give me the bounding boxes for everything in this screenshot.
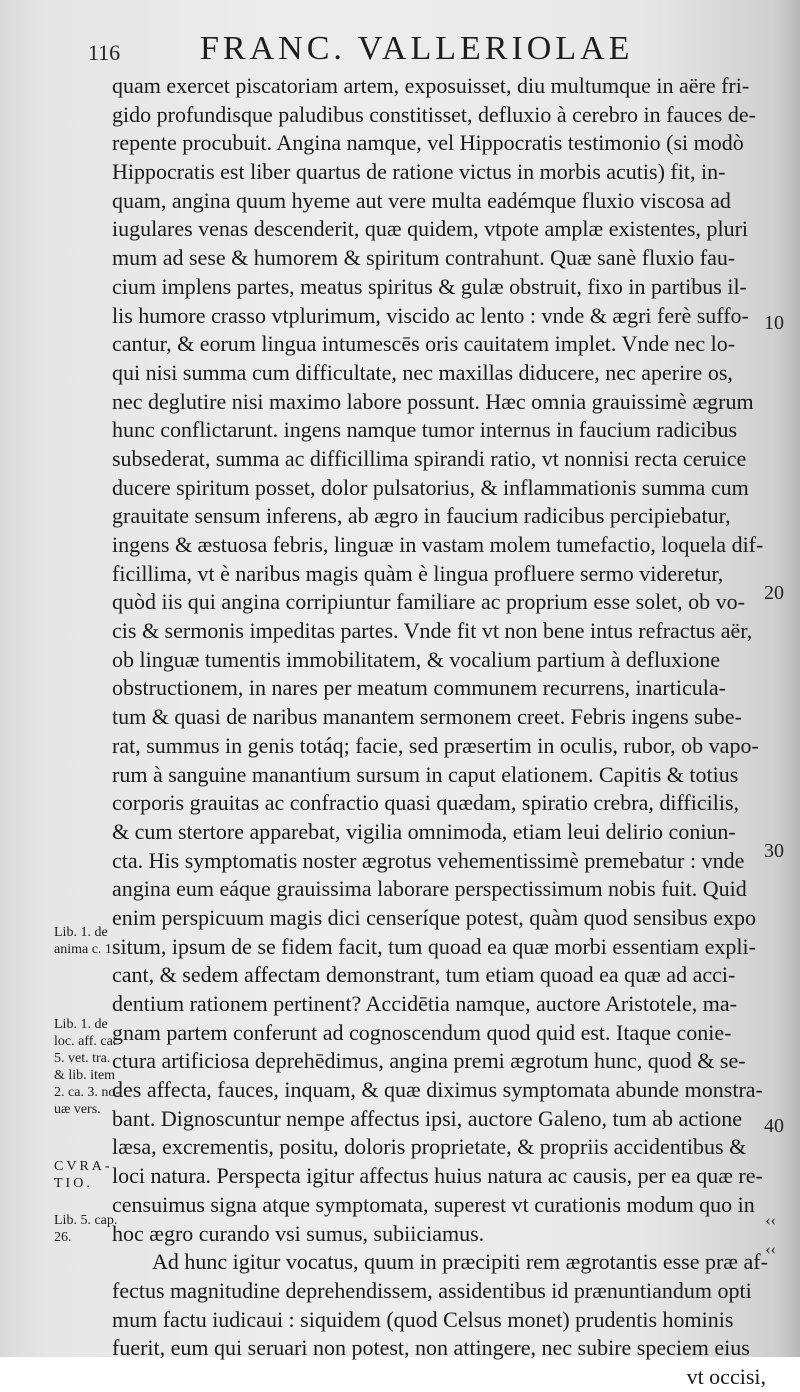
- text-line: censuimus signa atque symptomata, superest vt curationis modum quo in: [112, 1191, 755, 1217]
- text-line: obstructionem, in nares per meatum communem recurrens, inarticula-: [112, 675, 726, 701]
- text-line: cant, & sedem affectam demonstrant, tum etiam quoad ea quæ ad acci-: [112, 962, 736, 988]
- running-head: FRANC. VALLERIOLAE: [200, 30, 634, 67]
- text-line: ob linguæ tumentis immobilitatem, & vocalium partium à defluxione: [112, 646, 720, 672]
- text-line: corporis grauitas ac confractio quasi quædam, spiratio crebra, difficilis,: [112, 790, 739, 816]
- text-line: quam exercet piscatoriam artem, exposuisset, diu multumque in aëre fri-: [112, 73, 750, 98]
- text-line: dentium rationem pertinent? Accidētia namque, auctore Aristotele, ma-: [112, 991, 737, 1016]
- text-line: fectus magnitudine deprehendissem, assidentibus id prænuntiandum opti: [112, 1277, 752, 1303]
- page-number: 116: [88, 40, 121, 65]
- main-text: [112, 72, 766, 1392]
- text-line: cantur, & eorum lingua intumescēs oris cauitatem implet. Vnde nec lo-: [112, 331, 736, 357]
- text-line: & cum stertore apparebat, vigilia omnimoda, etiam leui delirio coniun-: [112, 818, 736, 844]
- line-number: 40: [764, 1115, 784, 1137]
- text-line: quòd iis qui angina corripiuntur familiare ac proprium esse solet, ob vo-: [112, 589, 745, 615]
- marginal-note: Lib. 1. de anima c. 1.: [54, 925, 116, 957]
- text-line: angina eum eáque grauissima laborare perspectissimum nobis fuit. Quid: [112, 876, 747, 902]
- text-line: vt occisi,: [686, 1363, 766, 1389]
- quote-mark: ‹‹: [765, 1212, 776, 1229]
- line-number: 10: [764, 312, 784, 334]
- text-line: gido profundisque paludibus constitisset, defluxio à cerebro in fauces de-: [112, 101, 756, 127]
- text-line: Hippocratis est liber quartus de ratione victus in morbis acutis) fit, in-: [112, 159, 726, 185]
- text-line: enim perspicuum magis dici censeríque potest, quàm quod sensibus expo: [112, 904, 756, 930]
- text-line: rat, summus in genis totáq; facie, sed præsertim in oculis, rubor, ob vapo-: [112, 732, 759, 758]
- text-line: hunc conflictarunt. ingens namque tumor internus in faucium radicibus: [112, 417, 738, 443]
- text-line: ficillima, vt è naribus magis quàm è lingua profluere sermo videretur,: [112, 560, 724, 586]
- text-line: ducere spiritum posset, dolor pulsatorius, & inflammationis summa cum: [112, 474, 749, 500]
- text-line: iugulares venas descenderit, quæ quidem, vtpote amplæ existentes, pluri: [112, 216, 749, 242]
- line-number: 20: [764, 582, 784, 604]
- text-line: repente procubuit. Angina namque, vel Hippocratis testimonio (si modò: [112, 130, 744, 156]
- text-line: situm, ipsum de se fidem facit, tum quoad ea quæ morbi essentiam expli-: [112, 933, 756, 959]
- text-line: Ad hunc igitur vocatus, quum in præcipiti rem ægrotantis esse præ af-: [152, 1249, 768, 1275]
- text-line: cium implens partes, meatus spiritus & gulæ obstruit, fixo in partibus il-: [112, 273, 747, 299]
- text-line: loci natura. Perspecta igitur affectus huius natura ac causis, per ea quæ re-: [112, 1163, 763, 1189]
- text-line: bant. Dignoscuntur nempe affectus ipsi, auctore Galeno, tum ab actione: [112, 1105, 743, 1131]
- text-line: læsa, excrementis, positu, doloris proprietate, & propriis accidentibus &: [112, 1134, 747, 1160]
- text-line: nec deglutire nisi maximo labore possunt. Hæc omnia grauissimè ægrum: [112, 388, 754, 414]
- quote-mark: ‹‹: [765, 1241, 776, 1258]
- text-line: quam, angina quum hyeme aut vere multa eadémque fluxio viscosa ad: [112, 187, 731, 213]
- text-line: mum ad sese & humorem & spiritum contrahunt. Quæ sanè fluxio fau-: [112, 245, 736, 271]
- marginal-note: Lib. 5. cap. 26.: [54, 1213, 118, 1245]
- text-line: ctura artificiosa deprehēdimus, angina premi ægrotum hunc, quod & se-: [112, 1048, 746, 1074]
- text-line: ingens & æstuosa febris, linguæ in vastam molem tumefactio, loquela dif-: [112, 532, 764, 557]
- text-line: gnam partem conferunt ad cognoscendum quod quid est. Itaque conie-: [112, 1019, 732, 1045]
- text-line: cis & sermonis impeditas partes. Vnde fit vt non bene intus refractus aër,: [112, 618, 753, 644]
- text-line: grauitate sensum inferens, ab ægro in faucium radicibus percipiebatur,: [112, 503, 731, 529]
- marginal-note: CVRA- TIO.: [54, 1159, 113, 1191]
- text-line: mum factu iudicaui : siquidem (quod Celsus monet) prudentis hominis: [112, 1306, 734, 1332]
- line-number: 30: [764, 840, 784, 862]
- text-line: qui nisi summa cum difficultate, nec maxillas diducere, nec aperire os,: [112, 359, 733, 385]
- text-line: des affecta, fauces, inquam, & quæ diximus symptomata abunde monstra-: [112, 1077, 763, 1103]
- text-line: subsederat, summa ac difficillima spirandi ratio, vt nonnisi recta ceruice: [112, 445, 747, 471]
- text-line: fuerit, eum qui seruari non potest, non attingere, nec subire speciem eius: [112, 1335, 750, 1361]
- text-line: cta. His symptomatis noster ægrotus vehementissimè premebatur : vnde: [112, 847, 745, 873]
- text-line: hoc ægro curando vsi sumus, subiiciamus.: [112, 1220, 485, 1246]
- text-line: tum & quasi de naribus manantem sermonem creet. Febris ingens sube-: [112, 704, 742, 730]
- text-line: rum à sanguine manantium sursum in caput elationem. Capitis & totius: [112, 761, 739, 787]
- text-line: lis humore crasso vtplurimum, viscido ac lento : vnde & ægri ferè suffo-: [112, 302, 749, 328]
- marginal-note: Lib. 1. de loc. aff. ca. 5. vet. tra. & lib. item 2. ca. 3. no- uæ vers.: [54, 1017, 121, 1117]
